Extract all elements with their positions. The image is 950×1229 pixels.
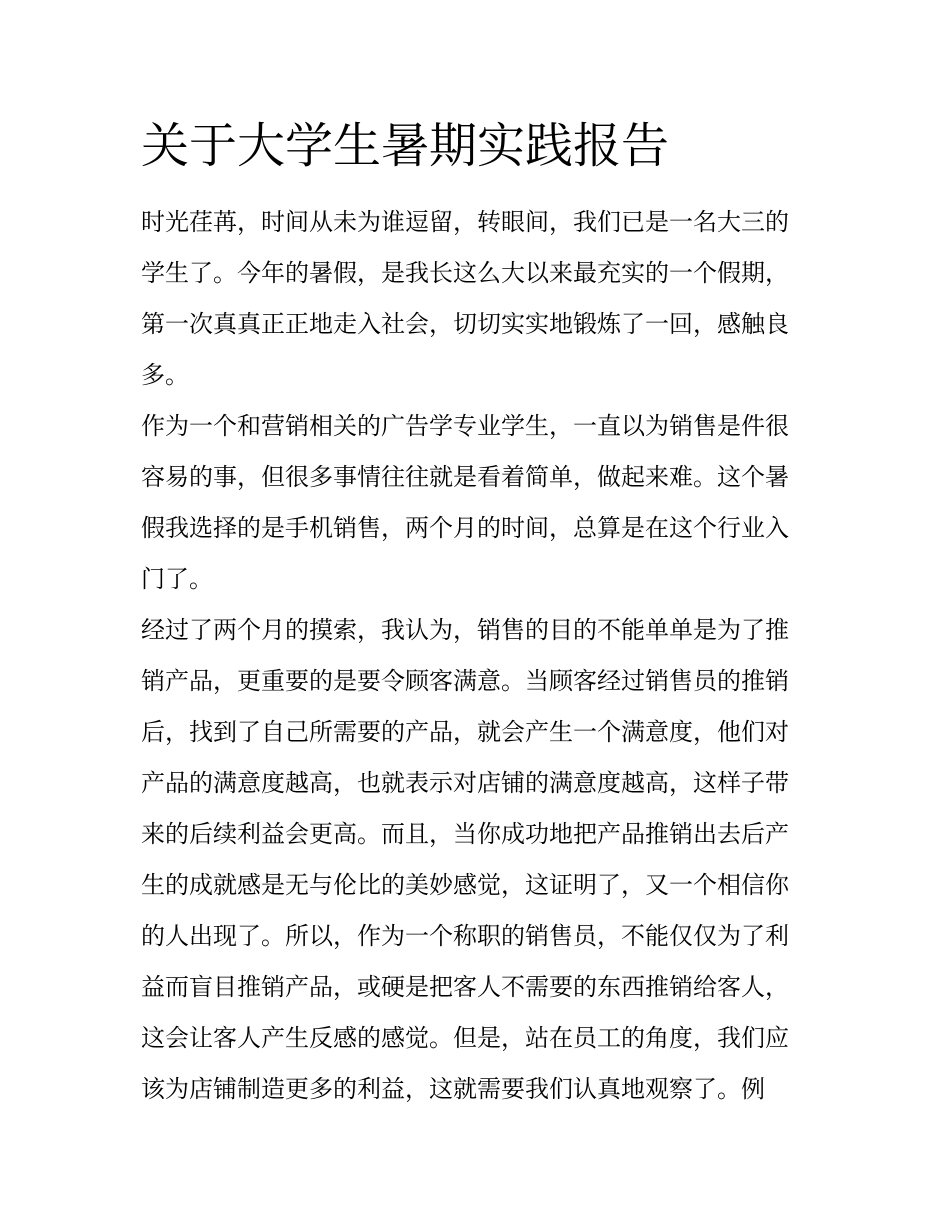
text-line: 后，找到了自己所需要的产品，就会产生一个满意度，他们对 [141, 718, 789, 746]
text-line: 学生了。今年的暑假，是我长这么大以来最充实的一个假期， [141, 259, 789, 287]
text-line: 时光荏苒，时间从未为谁逗留，转眼间，我们已是一名大三的 [141, 208, 789, 236]
text-line: 假我选择的是手机销售，两个月的时间，总算是在这个行业入 [141, 514, 789, 542]
text-line: 来的后续利益会更高。而且，当你成功地把产品推销出去后产 [141, 820, 789, 848]
text-line: 多。 [141, 361, 189, 389]
text-line: 该为店铺制造更多的利益，这就需要我们认真地观察了。例 [141, 1075, 765, 1103]
text-line: 这会让客人产生反感的感觉。但是，站在员工的角度，我们应 [141, 1024, 789, 1052]
document-title: 关于大学生暑期实践报告 [141, 118, 670, 174]
text-line: 第一次真真正正地走入社会，切切实实地锻炼了一回，感触良 [141, 310, 789, 338]
text-line: 的人出现了。所以，作为一个称职的销售员，不能仅仅为了利 [141, 922, 789, 950]
text-line: 生的成就感是无与伦比的美妙感觉，这证明了，又一个相信你 [141, 871, 789, 899]
text-line: 门了。 [141, 565, 213, 593]
text-line: 经过了两个月的摸索，我认为，销售的目的不能单单是为了推 [141, 616, 789, 644]
text-line: 容易的事，但很多事情往往就是看着简单，做起来难。这个暑 [141, 463, 789, 491]
text-line: 产品的满意度越高，也就表示对店铺的满意度越高，这样子带 [141, 769, 789, 797]
text-line: 益而盲目推销产品，或硬是把客人不需要的东西推销给客人， [141, 973, 789, 1001]
text-line: 销产品，更重要的是要令顾客满意。当顾客经过销售员的推销 [141, 667, 789, 695]
text-line: 作为一个和营销相关的广告学专业学生，一直以为销售是件很 [141, 412, 789, 440]
